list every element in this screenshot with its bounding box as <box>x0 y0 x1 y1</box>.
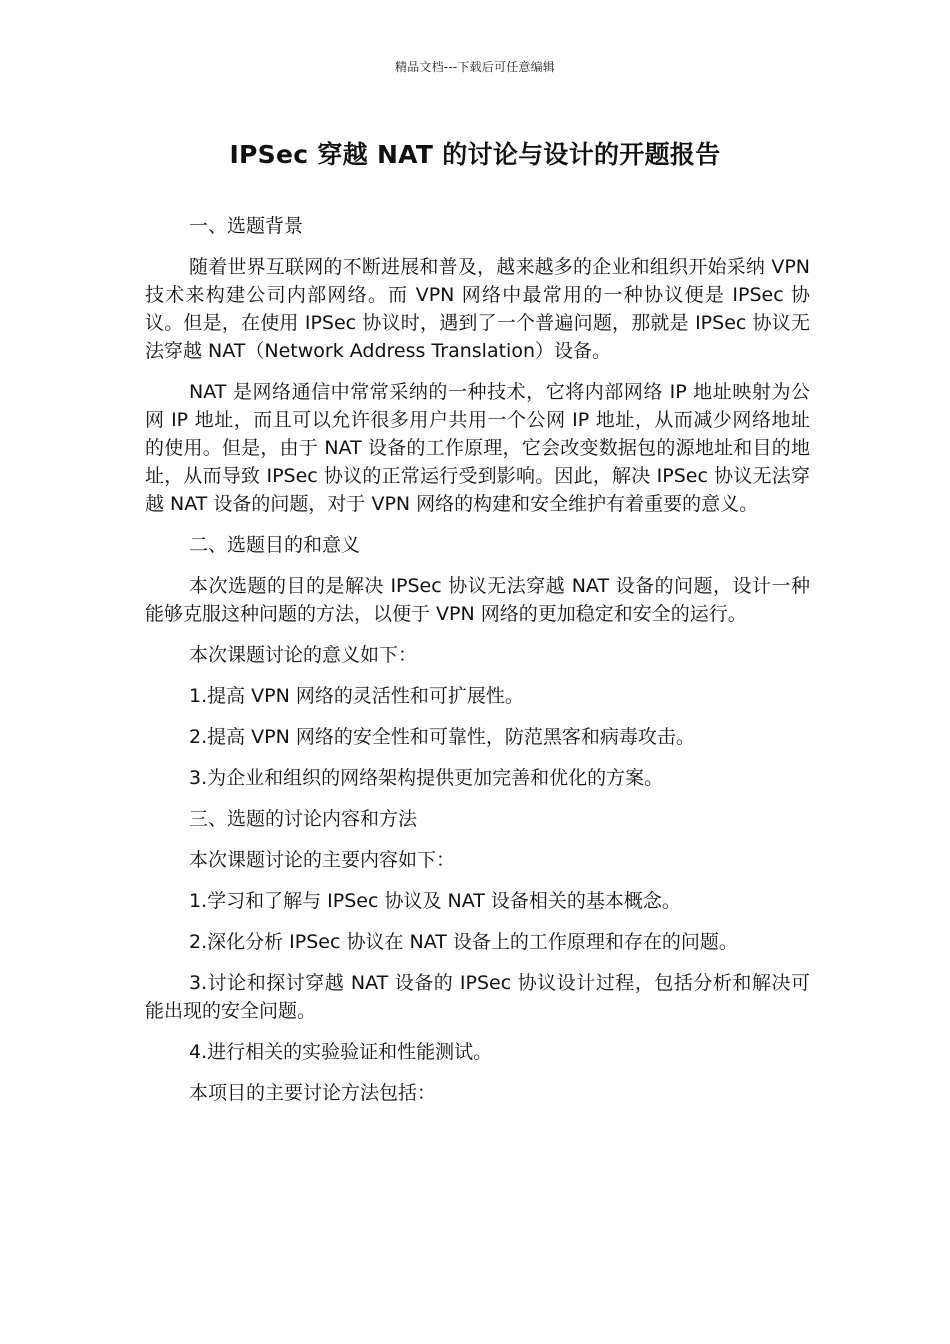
list-item-significance-1: 1.提高 VPN 网络的灵活性和可扩展性。 <box>189 685 524 707</box>
page-header-text: 精品文档---下载后可任意编辑 <box>395 60 555 74</box>
section-heading-purpose: 二、选题目的和意义 <box>189 534 361 556</box>
paragraph-background-2: NAT 是网络通信中常常采纳的一种技术，它将内部网络 IP 地址映射为公网 IP 地址，而且可以允许很多用户共用一个公网 IP 地址，从而减少网络地址的使用。但是，由于 NAT 设备的工作原理，它会改变数据包的源地址和目的地址，从而导致 IPSec 协议的正常运行受到影响。因此，解决 IPSec 协议无法穿越 NAT 设备的问题，对于 VPN 网络的构建和安全维护有着重要的意义。 <box>145 381 810 515</box>
list-item-content-3: 3.讨论和探讨穿越 NAT 设备的 IPSec 协议设计过程，包括分析和解决可能出现的安全问题。 <box>145 972 810 1022</box>
paragraph-background-1: 随着世界互联网的不断进展和普及，越来越多的企业和组织开始采纳 VPN 技术来构建公司内部网络。而 VPN 网络中最常用的一种协议便是 IPSec 协议。但是，在使用 IPSec 协议时，遇到了一个普遍问题，那就是 IPSec 协议无法穿越 NAT（Network Address Translation）设备。 <box>145 256 810 362</box>
section-heading-content-method: 三、选题的讨论内容和方法 <box>189 808 418 830</box>
list-item-content-1: 1.学习和了解与 IPSec 协议及 NAT 设备相关的基本概念。 <box>189 890 681 912</box>
document-body <box>145 212 810 1120</box>
paragraph-purpose: 本次选题的目的是解决 IPSec 协议无法穿越 NAT 设备的问题，设计一种能够克服这种问题的方法，以便于 VPN 网络的更加稳定和安全的运行。 <box>145 575 810 625</box>
document-title: IPSec 穿越 NAT 的讨论与设计的开题报告 <box>229 140 721 169</box>
list-item-content-2: 2.深化分析 IPSec 协议在 NAT 设备上的工作原理和存在的问题。 <box>189 931 738 953</box>
paragraph-method-intro: 本项目的主要讨论方法包括： <box>189 1082 437 1104</box>
paragraph-significance-intro: 本次课题讨论的意义如下： <box>189 644 418 666</box>
section-heading-background: 一、选题背景 <box>189 215 304 237</box>
list-item-content-4: 4.进行相关的实验验证和性能测试。 <box>189 1041 493 1063</box>
list-item-significance-2: 2.提高 VPN 网络的安全性和可靠性，防范黑客和病毒攻击。 <box>189 726 695 748</box>
list-item-significance-3: 3.为企业和组织的网络架构提供更加完善和优化的方案。 <box>189 767 664 789</box>
paragraph-content-intro: 本次课题讨论的主要内容如下： <box>189 849 456 871</box>
